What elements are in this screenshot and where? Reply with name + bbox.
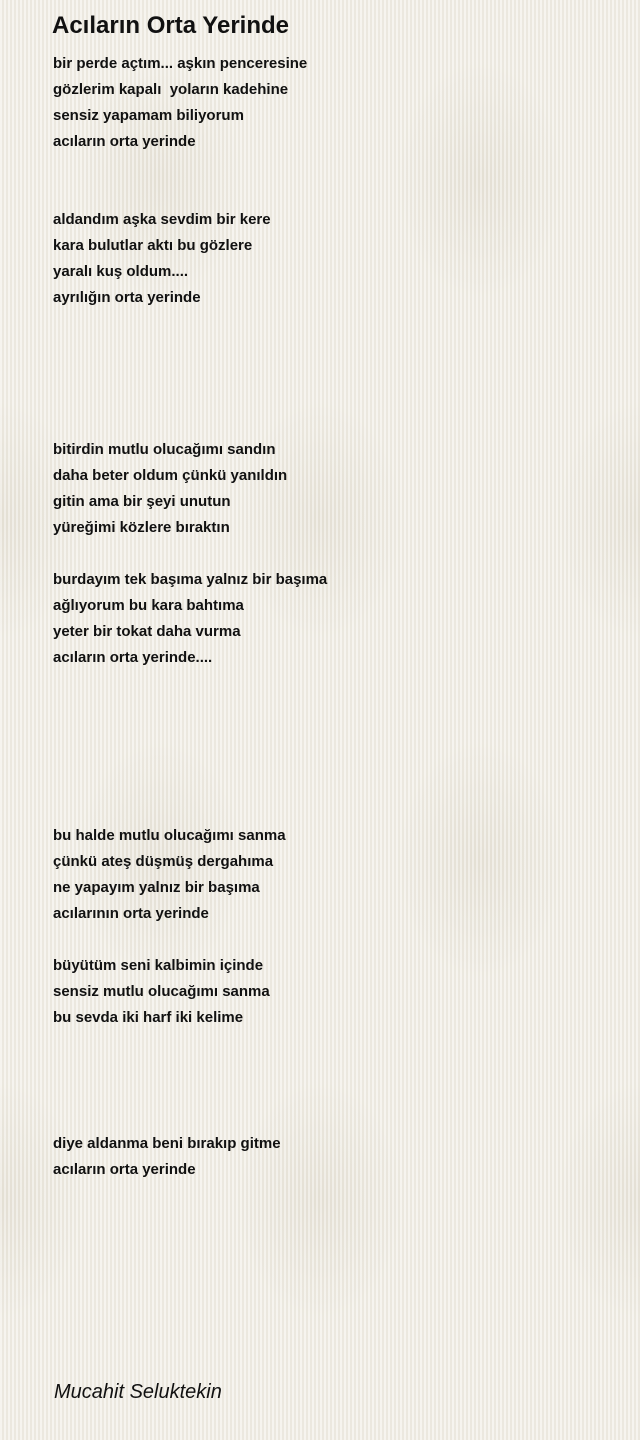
poem-line: acıların orta yerinde: [53, 133, 196, 150]
poem-line: sensiz mutlu olucağımı sanma: [53, 983, 270, 1000]
poem-line: büyütüm seni kalbimin içinde: [53, 957, 264, 974]
poem-line: daha beter oldum çünkü yanıldın: [53, 467, 288, 484]
poem-line: bu sevda iki harf iki kelime: [53, 1009, 244, 1026]
poem-line: gitin ama bir şeyi unutun: [53, 493, 231, 510]
poem-line: burdayım tek başıma yalnız bir başıma: [53, 571, 328, 588]
poem-line: acıların orta yerinde: [53, 1161, 196, 1178]
poem-line: bitirdin mutlu olucağımı sandın: [53, 441, 276, 458]
stanza-6: [53, 953, 270, 1031]
poem-line: bu halde mutlu olucağımı sanma: [53, 827, 286, 844]
poem-line: ayrılığın orta yerinde: [53, 289, 201, 306]
poem-line: sensiz yapamam biliyorum: [53, 107, 244, 124]
stanza-7: [53, 1131, 281, 1183]
author-name: Mucahit Seluktekin: [54, 1381, 222, 1403]
stanza-4: [53, 567, 327, 671]
poem-line: acıların orta yerinde....: [53, 649, 213, 666]
poem-line: ne yapayım yalnız bir başıma: [53, 879, 260, 896]
poem-line: yeter bir tokat daha vurma: [53, 623, 241, 640]
poem-line: çünkü ateş düşmüş dergahıma: [53, 853, 274, 870]
stanza-3: [53, 437, 287, 541]
poem-line: kara bulutlar aktı bu gözlere: [53, 237, 253, 254]
poem-line: yaralı kuş oldum....: [53, 263, 189, 280]
stanza-5: [53, 823, 286, 927]
poem-line: acılarının orta yerinde: [53, 905, 209, 922]
poem-title: Acıların Orta Yerinde: [52, 12, 289, 39]
stanza-1: [53, 51, 307, 155]
poem-line: ağlıyorum bu kara bahtıma: [53, 597, 244, 614]
poem-line: aldandım aşka sevdim bir kere: [53, 211, 271, 228]
poem-line: bir perde açtım... aşkın penceresine: [53, 55, 308, 72]
poem-line: diye aldanma beni bırakıp gitme: [53, 1135, 281, 1152]
poem-line: gözlerim kapalı yoların kadehine: [53, 81, 289, 98]
stanza-2: [53, 207, 271, 311]
poem-line: yüreğimi közlere bıraktın: [53, 519, 230, 536]
